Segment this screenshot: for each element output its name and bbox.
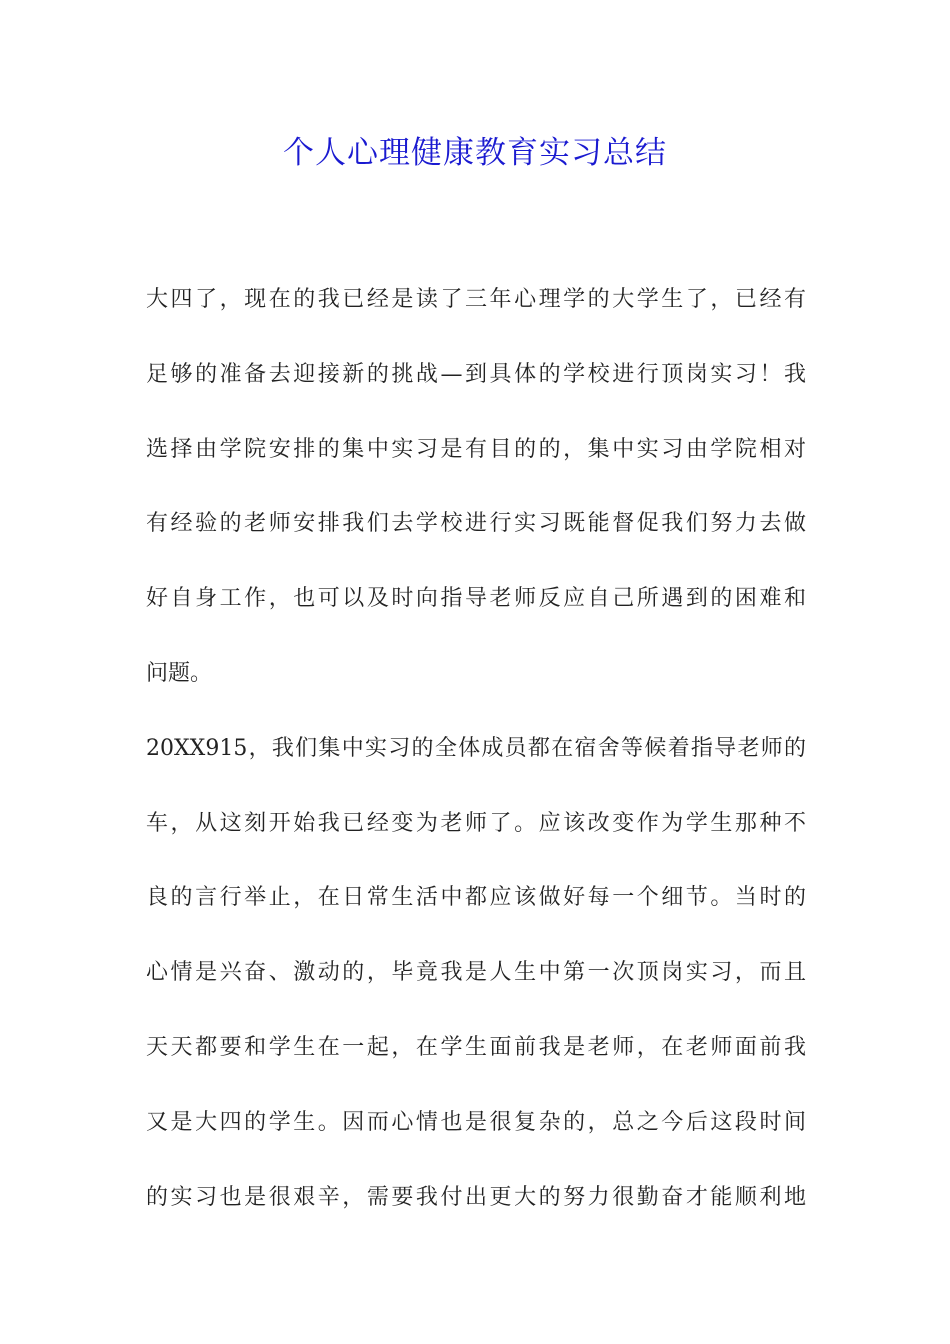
- text-line: 天天都要和学生在一起，在学生面前我是老师，在老师面前我: [146, 1034, 806, 1060]
- text-line: 有经验的老师安排我们去学校进行实习既能督促我们努力去做: [146, 511, 806, 537]
- document-body: [146, 263, 806, 1235]
- text-line: 20XX915，我们集中实习的全体成员都在宿舍等候着指导老师的: [146, 735, 806, 761]
- text-line: 又是大四的学生。因而心情也是很复杂的，总之今后这段时间: [146, 1109, 806, 1135]
- text-line: 大四了，现在的我已经是读了三年心理学的大学生了，已经有: [146, 287, 806, 312]
- document-title: 个人心理健康教育实习总结: [283, 135, 667, 171]
- text-line: 心情是兴奋、激动的，毕竟我是人生中第一次顶岗实习，而且: [146, 960, 806, 986]
- text-line: 选择由学院安排的集中实习是有目的的，集中实习由学院相对: [146, 436, 806, 462]
- text-line: 的实习也是很艰辛，需要我付出更大的努力很勤奋才能顺利地: [146, 1184, 806, 1210]
- text-line: 良的言行举止，在日常生活中都应该做好每一个细节。当时的: [146, 885, 806, 911]
- text-line: 足够的准备去迎接新的挑战—到具体的学校进行顶岗实习！我: [146, 361, 806, 387]
- text-line: 问题。: [146, 660, 213, 686]
- text-line: 好自身工作，也可以及时向指导老师反应自己所遇到的困难和: [146, 586, 806, 612]
- text-line: 车，从这刻开始我已经变为老师了。应该改变作为学生那种不: [146, 810, 806, 836]
